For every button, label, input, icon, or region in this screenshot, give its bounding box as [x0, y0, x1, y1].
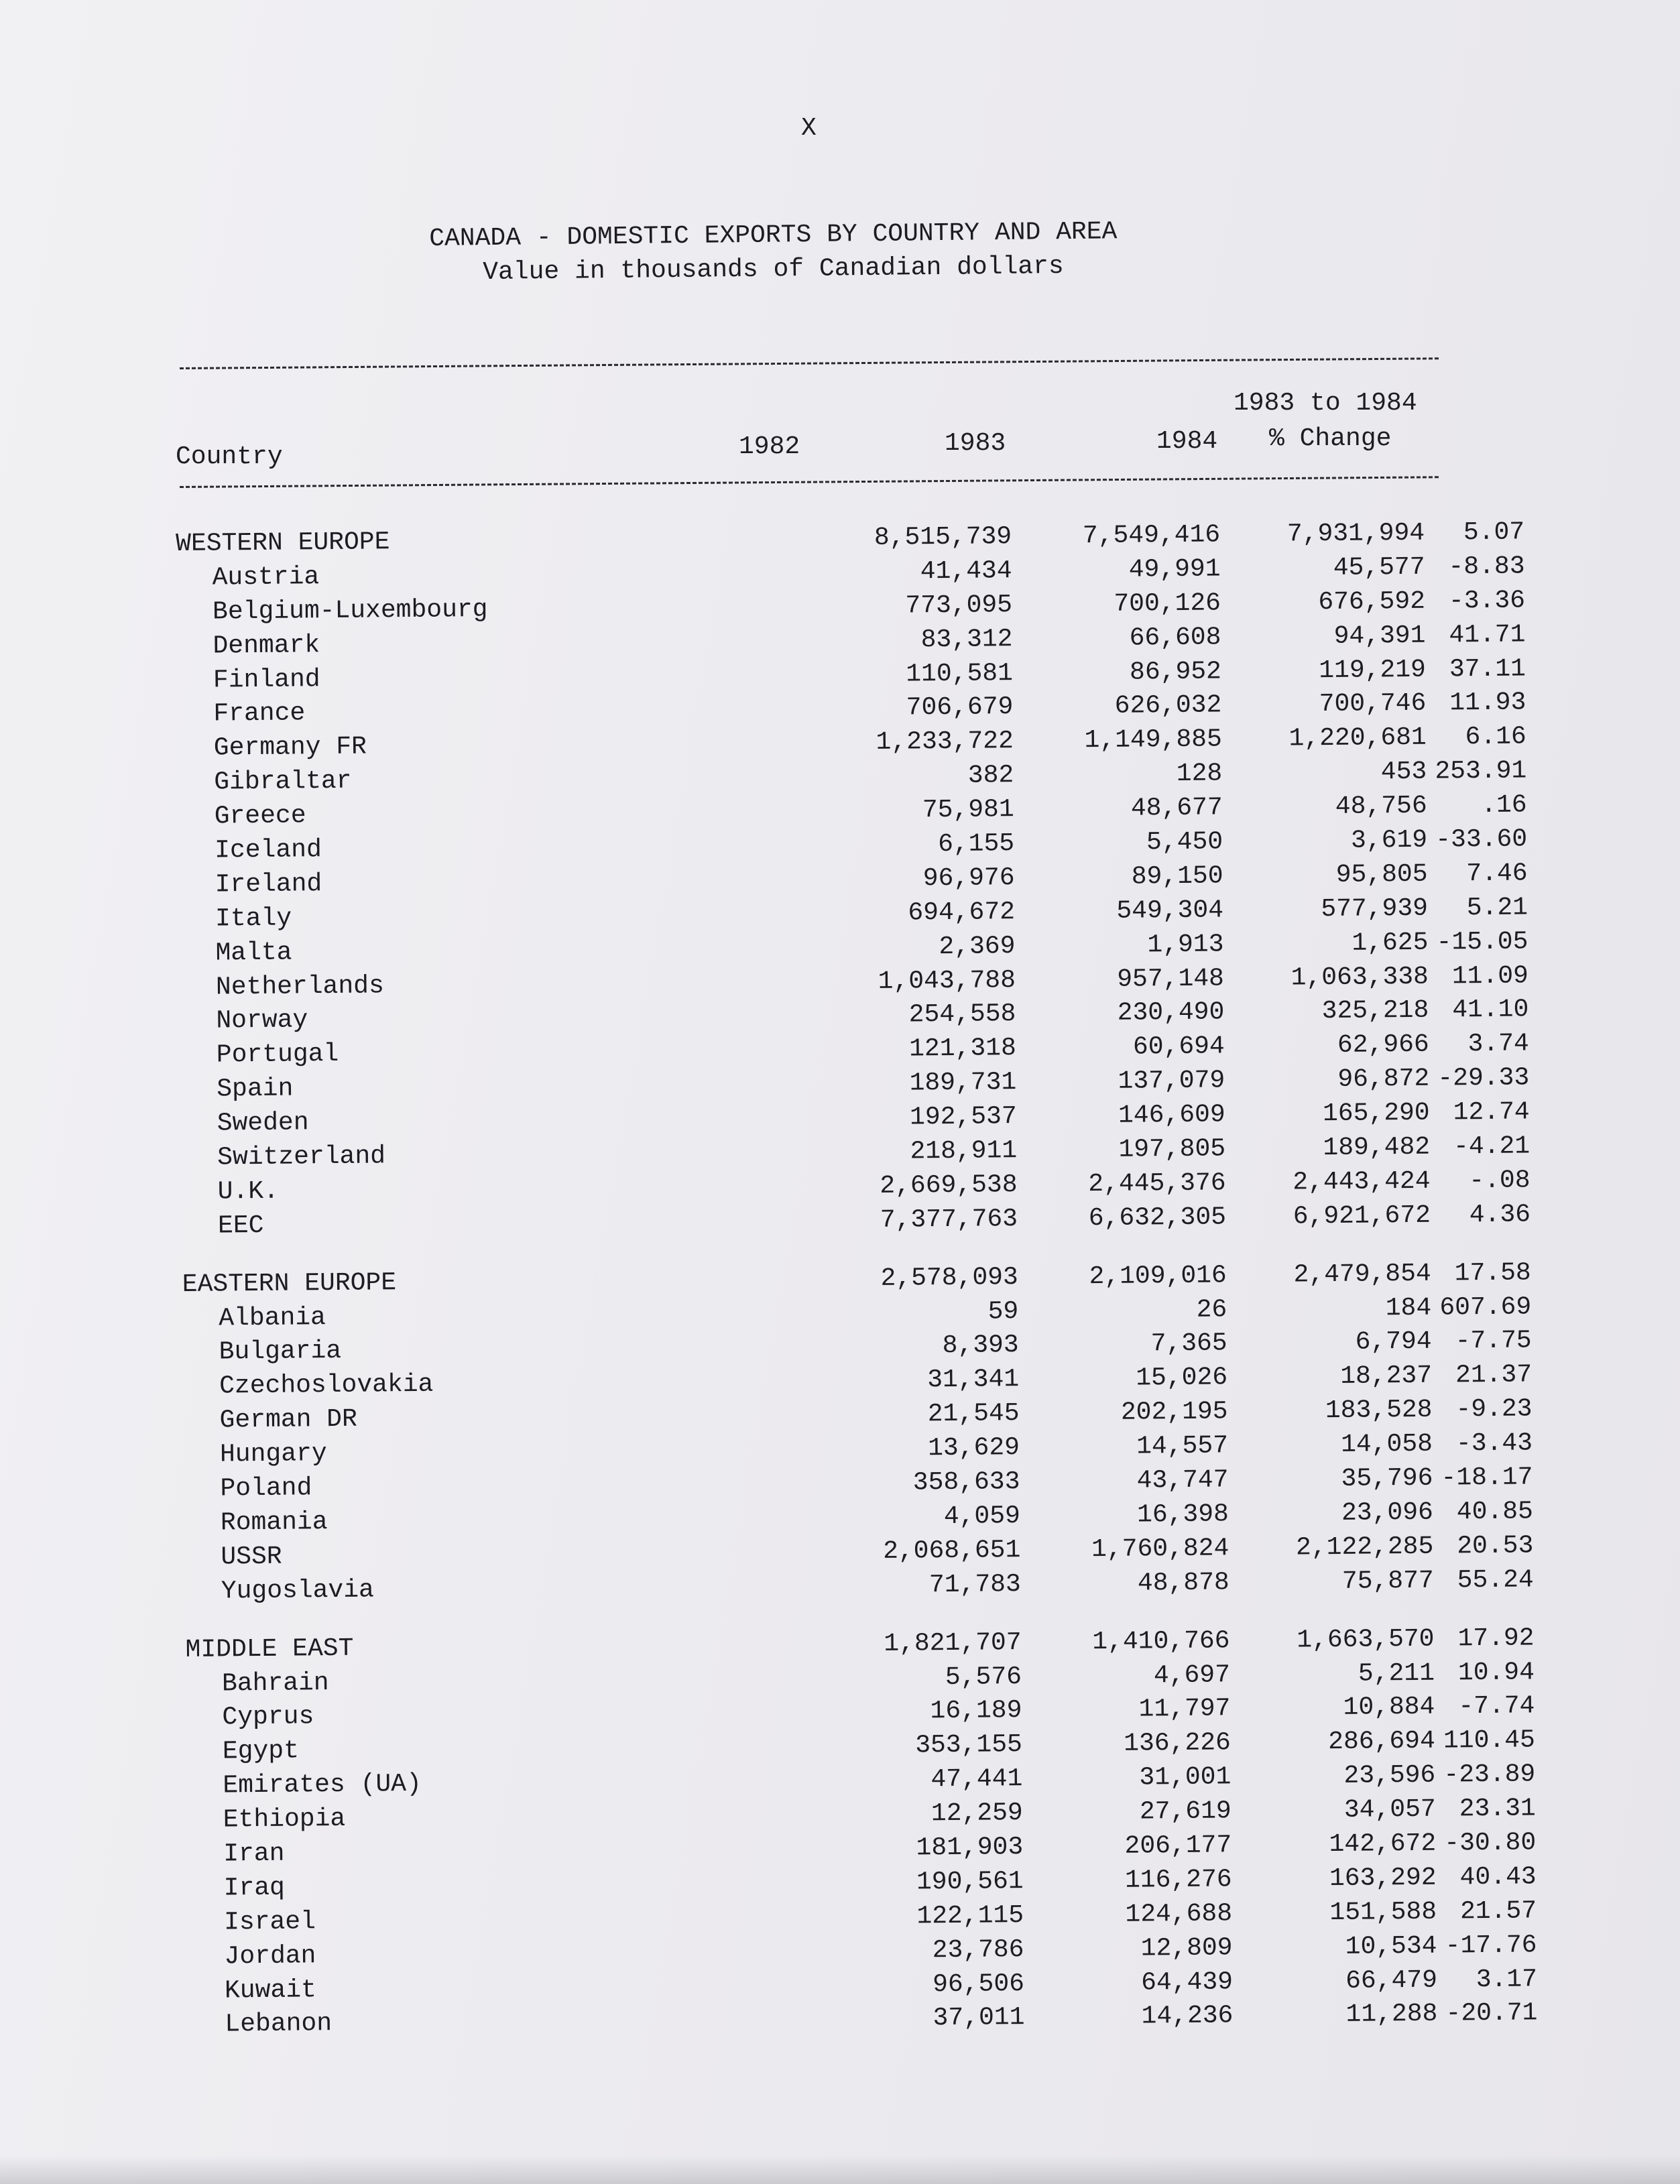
- percent-change: 10.94: [1457, 1657, 1535, 1687]
- percent-change: 11.93: [1449, 688, 1526, 718]
- value-1982: 1,821,707: [884, 1628, 1022, 1658]
- value-1984: 577,939: [1321, 894, 1429, 924]
- percent-change: -20.71: [1445, 1998, 1538, 2028]
- value-1983: 146,609: [1118, 1100, 1225, 1130]
- percent-change: 4.36: [1469, 1200, 1531, 1230]
- value-1983: 11,797: [1138, 1694, 1231, 1724]
- value-1984: 325,218: [1321, 996, 1429, 1026]
- value-1984: 34,057: [1343, 1795, 1436, 1825]
- value-1984: 5,211: [1358, 1658, 1435, 1689]
- percent-change: 17.58: [1454, 1258, 1531, 1288]
- value-1982: 110,581: [906, 658, 1014, 689]
- value-1984: 6,921,672: [1293, 1201, 1431, 1231]
- value-1982: 96,976: [922, 863, 1015, 894]
- country-name: Yugoslavia: [221, 1575, 375, 1606]
- value-1983: 7,365: [1150, 1329, 1227, 1359]
- value-1983: 5,450: [1146, 827, 1223, 857]
- value-1984: 3,619: [1350, 825, 1428, 855]
- percent-change: 37.11: [1449, 654, 1526, 684]
- value-1984: 75,877: [1341, 1566, 1434, 1596]
- country-name: Israel: [223, 1906, 316, 1937]
- value-1982: 121,318: [908, 1034, 1016, 1064]
- value-1984: 66,479: [1345, 1965, 1438, 1996]
- value-1982: 31,341: [927, 1365, 1020, 1395]
- country-name: German DR: [219, 1404, 358, 1435]
- value-1983: 27,619: [1139, 1797, 1232, 1827]
- country-name: EEC: [217, 1211, 264, 1241]
- percent-change: 5.07: [1463, 518, 1525, 548]
- country-name: Romania: [220, 1508, 328, 1538]
- country-name: Greece: [214, 801, 306, 831]
- percent-change: 55.24: [1457, 1565, 1534, 1595]
- header-1984: 1984: [1156, 427, 1218, 456]
- value-1984: 18,237: [1340, 1361, 1433, 1392]
- value-1984: 676,592: [1318, 587, 1426, 617]
- percent-change: 607.69: [1439, 1292, 1532, 1323]
- percent-change: 41.10: [1452, 995, 1529, 1025]
- value-1983: 49,991: [1128, 554, 1221, 585]
- country-name: Egypt: [222, 1736, 300, 1766]
- percent-change: -7.75: [1455, 1326, 1532, 1356]
- country-name: USSR: [221, 1542, 282, 1572]
- percent-change: 40.43: [1459, 1862, 1537, 1892]
- value-1983: 2,445,376: [1088, 1168, 1226, 1199]
- percent-change: -.08: [1469, 1166, 1531, 1196]
- value-1984: 183,528: [1325, 1395, 1433, 1426]
- country-name: Netherlands: [215, 971, 384, 1002]
- value-1983: 1,410,766: [1092, 1626, 1230, 1656]
- value-1983: 89,150: [1131, 861, 1223, 892]
- header-change-bottom: % Change: [1269, 424, 1392, 453]
- header-1982: 1982: [739, 432, 800, 461]
- value-1982: 189,731: [909, 1068, 1017, 1098]
- region-name: WESTERN EUROPE: [176, 528, 390, 558]
- value-1983: 14,236: [1141, 2001, 1234, 2031]
- value-1982: 218,911: [910, 1136, 1018, 1166]
- region-name: MIDDLE EAST: [185, 1634, 354, 1664]
- percent-change: -9.23: [1455, 1394, 1533, 1424]
- value-1984: 189,482: [1323, 1132, 1431, 1163]
- value-1983: 206,177: [1124, 1831, 1232, 1861]
- value-1982: 6,155: [937, 829, 1015, 859]
- value-1982: 2,578,093: [880, 1262, 1018, 1293]
- value-1984: 2,122,285: [1295, 1532, 1434, 1563]
- percent-change: -3.43: [1455, 1429, 1533, 1459]
- value-1983: 197,805: [1118, 1134, 1226, 1164]
- percent-change: -33.60: [1435, 825, 1528, 855]
- country-name: Belgium-Luxembourg: [212, 595, 488, 627]
- value-1982: 21,545: [927, 1399, 1020, 1429]
- percent-change: -8.83: [1448, 552, 1525, 582]
- value-1982: 181,903: [916, 1832, 1024, 1863]
- country-name: Hungary: [219, 1439, 327, 1469]
- value-1984: 6,794: [1355, 1327, 1432, 1357]
- percent-change: 5.21: [1466, 893, 1528, 923]
- percent-change: -23.89: [1443, 1760, 1536, 1790]
- country-name: Ireland: [215, 869, 322, 900]
- country-name: Ethiopia: [223, 1804, 346, 1835]
- country-name: Albania: [219, 1302, 326, 1333]
- country-name: Czechoslovakia: [219, 1370, 434, 1401]
- value-1982: 8,393: [942, 1331, 1019, 1361]
- percent-change: -7.74: [1458, 1691, 1535, 1721]
- country-name: Cyprus: [222, 1702, 314, 1732]
- value-1984: 45,577: [1333, 552, 1425, 583]
- value-1983: 626,032: [1114, 690, 1222, 721]
- value-1983: 128: [1176, 759, 1223, 789]
- value-1983: 6,632,305: [1088, 1203, 1227, 1233]
- page-bottom-shadow: [0, 2155, 1680, 2184]
- country-name: Austria: [212, 562, 320, 593]
- value-1982: 59: [987, 1296, 1019, 1327]
- value-1982: 41,434: [920, 556, 1012, 587]
- value-1982: 2,369: [939, 931, 1016, 961]
- country-name: Sweden: [217, 1108, 309, 1138]
- document-subtitle: Value in thousands of Canadian dollars: [483, 251, 1064, 287]
- value-1984: 95,805: [1335, 859, 1428, 890]
- percent-change: 21.37: [1455, 1360, 1533, 1390]
- value-1982: 23,786: [932, 1935, 1024, 1965]
- value-1982: 7,377,763: [880, 1204, 1018, 1235]
- percent-change: 6.16: [1465, 722, 1526, 752]
- exports-table: [176, 518, 1538, 2045]
- country-name: Italy: [215, 904, 292, 934]
- value-1983: 15,026: [1136, 1363, 1228, 1393]
- value-1984: 62,966: [1337, 1030, 1429, 1060]
- value-1982: 122,115: [916, 1900, 1024, 1931]
- percent-change: 7.46: [1466, 859, 1528, 889]
- value-1982: 75,981: [922, 795, 1014, 825]
- value-1982: 4,059: [943, 1502, 1021, 1531]
- value-1982: 382: [967, 761, 1014, 790]
- value-1983: 86,952: [1129, 656, 1222, 687]
- value-1983: 60,694: [1132, 1032, 1225, 1062]
- value-1983: 31,001: [1139, 1762, 1232, 1793]
- percent-change: -3.36: [1448, 586, 1526, 616]
- country-name: Switzerland: [217, 1142, 386, 1172]
- value-1984: 23,096: [1341, 1498, 1434, 1528]
- value-1984: 35,796: [1341, 1463, 1433, 1494]
- value-1982: 8,515,739: [874, 522, 1012, 552]
- value-1984: 453: [1380, 757, 1427, 787]
- value-1984: 163,292: [1329, 1863, 1437, 1893]
- percent-change: 253.91: [1435, 756, 1527, 786]
- value-1983: 4,697: [1153, 1660, 1231, 1690]
- percent-change: 17.92: [1457, 1623, 1535, 1653]
- value-1984: 700,746: [1319, 689, 1427, 719]
- value-1982: 694,672: [908, 897, 1016, 928]
- country-name: Iceland: [214, 835, 322, 865]
- percent-change: .16: [1481, 790, 1527, 821]
- percent-change: 40.85: [1456, 1497, 1534, 1527]
- country-name: Iraq: [223, 1873, 286, 1903]
- percent-change: 23.31: [1459, 1794, 1536, 1824]
- country-name: Malta: [215, 938, 292, 968]
- region-name: EASTERN EUROPE: [182, 1268, 397, 1299]
- value-1984: 119,219: [1319, 655, 1427, 685]
- country-name: France: [213, 699, 306, 729]
- value-1984: 7,931,994: [1286, 518, 1425, 549]
- value-1982: 773,095: [905, 590, 1013, 621]
- value-1984: 94,391: [1333, 621, 1426, 651]
- country-name: Bahrain: [221, 1668, 329, 1698]
- country-name: Bulgaria: [219, 1337, 342, 1367]
- value-1983: 48,677: [1130, 793, 1223, 823]
- value-1982: 353,155: [915, 1730, 1023, 1760]
- value-1982: 190,561: [916, 1866, 1024, 1897]
- value-1982: 83,312: [920, 624, 1013, 654]
- percent-change: 3.17: [1476, 1964, 1538, 1994]
- value-1982: 5,576: [945, 1662, 1022, 1692]
- value-1982: 16,189: [930, 1696, 1022, 1726]
- country-name: Spain: [217, 1074, 294, 1104]
- value-1983: 64,439: [1140, 1967, 1234, 1998]
- value-1984: 1,063,338: [1291, 962, 1429, 993]
- value-1983: 66,608: [1129, 623, 1221, 653]
- value-1983: 230,490: [1117, 997, 1225, 1028]
- percent-change: 110.45: [1443, 1725, 1536, 1756]
- value-1982: 13,629: [927, 1433, 1020, 1463]
- value-1982: 1,233,722: [876, 727, 1014, 757]
- value-1983: 700,126: [1114, 589, 1221, 619]
- country-name: Kuwait: [224, 1975, 317, 2005]
- value-1982: 47,441: [931, 1764, 1023, 1795]
- value-1982: 2,068,651: [882, 1535, 1021, 1566]
- value-1983: 7,549,416: [1082, 520, 1221, 551]
- country-name: Portugal: [216, 1040, 339, 1070]
- header-1983: 1983: [945, 429, 1006, 458]
- value-1982: 192,537: [909, 1102, 1017, 1132]
- value-1982: 254,558: [908, 999, 1016, 1030]
- value-1983: 43,747: [1136, 1465, 1229, 1496]
- value-1983: 2,109,016: [1089, 1261, 1227, 1291]
- country-name: Norway: [216, 1006, 308, 1036]
- percent-change: 3.74: [1467, 1029, 1529, 1059]
- value-1982: 12,259: [931, 1799, 1023, 1829]
- value-1984: 48,756: [1335, 791, 1427, 822]
- value-1984: 23,596: [1343, 1760, 1436, 1791]
- value-1983: 549,304: [1116, 896, 1224, 926]
- value-1983: 14,557: [1136, 1431, 1229, 1461]
- country-name: Germany FR: [213, 732, 367, 763]
- percent-change: -30.80: [1444, 1828, 1537, 1858]
- country-name: Emirates (UA): [223, 1770, 422, 1801]
- value-1983: 1,760,824: [1091, 1534, 1229, 1564]
- country-name: Poland: [220, 1473, 312, 1504]
- percent-change: 20.53: [1457, 1531, 1534, 1561]
- value-1983: 124,688: [1125, 1899, 1233, 1929]
- header-change-top: 1983 to 1984: [1234, 389, 1417, 418]
- value-1983: 957,148: [1117, 963, 1225, 994]
- value-1982: 71,783: [928, 1569, 1021, 1599]
- value-1982: 96,506: [932, 1969, 1025, 1999]
- value-1984: 11,288: [1345, 2000, 1438, 2030]
- country-name: Jordan: [224, 1941, 316, 1971]
- value-1984: 14,058: [1340, 1429, 1433, 1460]
- page-number: X: [801, 114, 817, 143]
- percent-change: -18.17: [1441, 1463, 1533, 1493]
- value-1983: 26: [1196, 1294, 1227, 1325]
- value-1984: 165,290: [1322, 1098, 1430, 1129]
- percent-change: 41.71: [1449, 620, 1526, 650]
- value-1984: 286,694: [1328, 1726, 1436, 1757]
- value-1984: 10,884: [1343, 1693, 1435, 1723]
- country-name: Gibraltar: [214, 766, 352, 797]
- value-1984: 1,663,570: [1297, 1624, 1435, 1655]
- value-1983: 137,079: [1118, 1066, 1225, 1097]
- value-1984: 1,220,681: [1288, 723, 1427, 753]
- country-name: Denmark: [213, 630, 320, 661]
- value-1984: 1,625: [1352, 928, 1429, 958]
- percent-change: -17.76: [1445, 1930, 1537, 1961]
- value-1982: 1,043,788: [878, 965, 1016, 996]
- value-1982: 706,679: [906, 692, 1014, 723]
- value-1983: 136,226: [1124, 1728, 1232, 1759]
- value-1984: 10,534: [1345, 1931, 1437, 1961]
- percent-change: 21.57: [1459, 1896, 1537, 1927]
- percent-change: 12.74: [1453, 1097, 1530, 1128]
- value-1983: 16,398: [1136, 1500, 1229, 1530]
- value-1984: 2,479,854: [1293, 1259, 1431, 1290]
- value-1984: 96,872: [1337, 1064, 1430, 1095]
- value-1984: 142,672: [1329, 1829, 1437, 1860]
- value-1983: 202,195: [1120, 1397, 1228, 1428]
- country-name: Lebanon: [225, 2009, 333, 2039]
- header-country: Country: [176, 442, 283, 471]
- value-1983: 116,276: [1124, 1865, 1232, 1895]
- value-1982: 37,011: [933, 2003, 1025, 2033]
- value-1984: 2,443,424: [1293, 1166, 1431, 1197]
- value-1983: 12,809: [1140, 1933, 1233, 1963]
- percent-change: -4.21: [1453, 1132, 1531, 1162]
- country-name: U.K.: [217, 1176, 280, 1207]
- percent-change: -15.05: [1436, 927, 1528, 957]
- value-1983: 1,913: [1147, 930, 1224, 960]
- value-1984: 184: [1385, 1293, 1432, 1323]
- value-1982: 2,669,538: [880, 1170, 1018, 1201]
- percent-change: 11.09: [1451, 961, 1529, 991]
- percent-change: -29.33: [1437, 1063, 1530, 1093]
- country-name: Finland: [213, 664, 320, 695]
- document-title: CANADA - DOMESTIC EXPORTS BY COUNTRY AND AREA: [429, 217, 1118, 253]
- country-name: Iran: [223, 1839, 285, 1869]
- value-1982: 358,633: [912, 1467, 1020, 1498]
- value-1983: 1,149,885: [1084, 725, 1222, 755]
- value-1983: 48,878: [1137, 1568, 1229, 1598]
- value-1984: 151,588: [1329, 1897, 1437, 1927]
